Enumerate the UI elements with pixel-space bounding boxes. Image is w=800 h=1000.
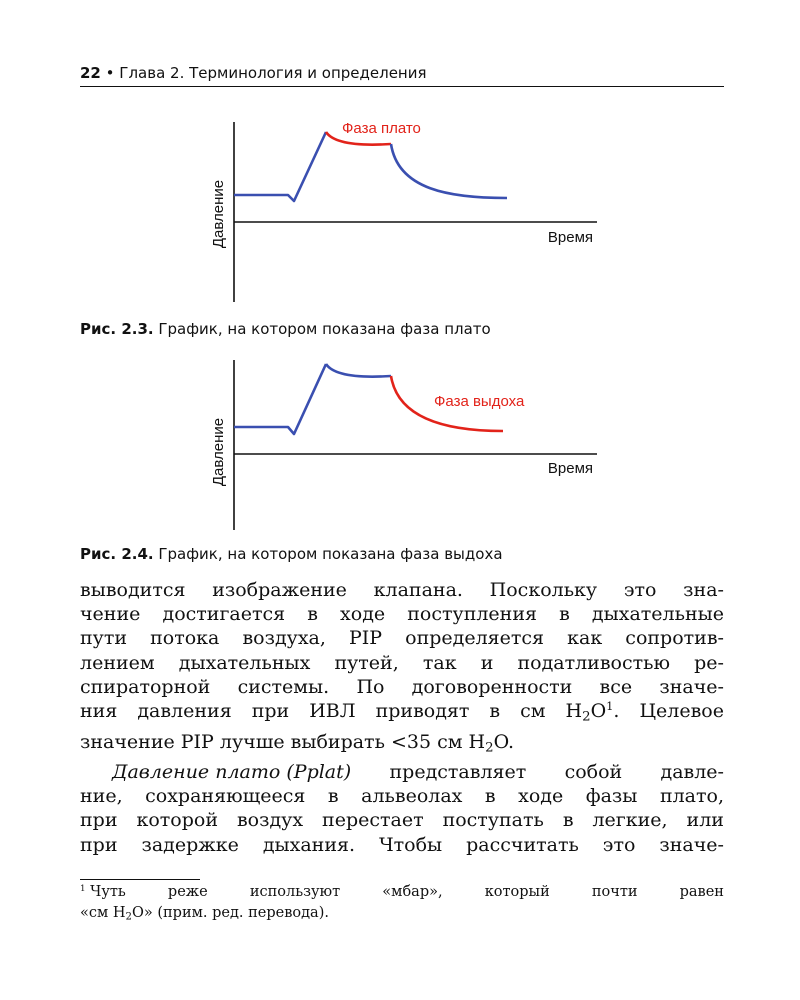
y-axis-label: Давление [210,417,227,487]
word: собой [564,761,623,784]
word: или [686,809,724,832]
word: Чуть [90,884,126,900]
phase-label: Фаза выдоха [434,393,525,410]
unit-o: O. [493,730,515,753]
caption-number: Рис. 2.3. [80,320,154,338]
word: ИВЛ [309,700,356,723]
phase-label: Фаза плато [342,120,421,137]
word: чение [80,603,141,626]
unit-h2o: $H_2O^1$. [565,699,620,725]
text-line [80,578,724,602]
text-line [80,784,724,808]
word: в [484,785,496,808]
word: достигается [162,603,286,626]
word: задержке [141,833,239,856]
word: так [422,651,457,674]
word: это [602,833,636,856]
word: изображение [212,579,347,601]
word: при [80,833,118,856]
text-line [80,833,724,857]
word: воздух [236,809,304,832]
word: договоренности [411,675,573,698]
subscript: 2 [582,709,591,725]
header-rule [80,86,724,87]
text-line [80,760,724,784]
word: сохраняющееся [145,785,306,808]
word: которой [136,809,218,832]
word: ре- [694,651,724,674]
text-line [80,602,724,626]
footnote [80,882,724,928]
footnote-rule [80,879,200,880]
figure-2-3-caption [80,320,491,338]
word: зна- [683,579,724,601]
figure-2-3 [80,112,720,312]
word: ходе [518,785,564,808]
x-axis-label: Время [547,460,593,477]
unit-o: O [590,700,607,723]
word: при [251,700,290,723]
word: и [480,651,494,674]
word: путей, [334,651,399,674]
caption-text: График, на котором показана фаза плато [153,320,491,338]
word: перестает [322,809,424,832]
caption-number: Рис. 2.4. [80,545,154,563]
chapter-title: Глава 2. Терминология и определения [119,64,427,82]
term [112,760,351,784]
word: в [307,603,318,626]
footnote-text: «см H [80,905,126,921]
word: дыхательных [178,651,311,674]
page-number: 22 [80,64,101,82]
word: пути [80,627,128,650]
word: представляет [389,761,527,784]
word: в [327,785,339,808]
footnote-lead [80,882,126,903]
subscript: 2 [485,739,494,755]
word: дыхательные [591,603,724,626]
word: выводится [80,579,186,601]
word: значе- [659,833,724,856]
word: альвеолах [361,785,463,808]
word: лением [80,651,155,674]
footnote-ref[interactable]: 1 [606,699,614,714]
plateau-phase-graph [80,112,720,312]
word: в [489,700,501,723]
x-axis-label: Время [547,229,593,246]
running-header [80,64,724,82]
footnote-line [80,882,724,903]
word: определяется [405,627,545,650]
word: поступления [407,603,537,626]
word: По [356,675,385,698]
word: используют [249,884,341,900]
word: клапана. [373,579,463,601]
body-text [80,578,724,857]
pressure-curve-rise [234,132,326,201]
word: ходе [340,603,386,626]
word: воздуха, [242,627,326,650]
caption-text: График, на котором показана фаза выдоха [153,545,503,563]
text-line [80,808,724,832]
sentence-text: значение PIP лучше выбирать <35 см H [80,730,486,753]
sentence [80,730,514,761]
word: «мбар», [382,884,443,900]
word: Целевое [639,700,724,723]
text-line [80,651,724,675]
word: легкие, [592,809,668,832]
word: все [599,675,633,698]
word: как [567,627,603,650]
word: в [559,603,570,626]
expiration-phase-graph [80,352,720,534]
term-italic: Давление плато (Pplat) [112,761,352,784]
word: фазы [585,785,638,808]
unit-h: H [565,700,583,723]
word: поступать [442,809,544,832]
word: давления [137,700,232,723]
word: PIP [349,627,383,650]
word: сопротив- [625,627,724,650]
header-bullet: • [105,64,115,82]
figure-2-4 [80,352,720,534]
word: потока [150,627,220,650]
word: ние, [80,785,123,808]
pressure-curve-plateau [326,364,391,377]
pressure-curve-rise [234,364,326,434]
word: Чтобы [378,833,443,856]
word: спираторной [80,675,211,698]
word: см [520,700,546,723]
footnote-line [80,903,724,928]
word: податливостью [517,651,671,674]
figure-2-4-caption [80,545,503,563]
word: это [623,579,657,601]
word: приводят [375,700,470,723]
pressure-curve-expiration [391,144,507,198]
word: дыхания. [262,833,356,856]
text-line [80,730,724,761]
word: значе- [659,675,724,698]
word: плато, [659,785,724,808]
word: в [562,809,574,832]
word: системы. [237,675,330,698]
word: равен [679,884,724,900]
text-line [80,699,724,730]
footnote-text: O» (прим. ред. перевода). [131,905,329,921]
word: рассчитать [466,833,579,856]
text-line [80,675,724,699]
word: почти [591,884,638,900]
word: реже [167,884,208,900]
footnote-marker: 1 [80,883,86,894]
word: Поскольку [489,579,598,601]
word: ния [80,700,118,723]
subscript: 2 [125,911,132,923]
word: давле- [660,761,724,784]
text-line [80,626,724,650]
y-axis-label: Давление [210,179,227,249]
word: при [80,809,118,832]
word: который [484,884,550,900]
